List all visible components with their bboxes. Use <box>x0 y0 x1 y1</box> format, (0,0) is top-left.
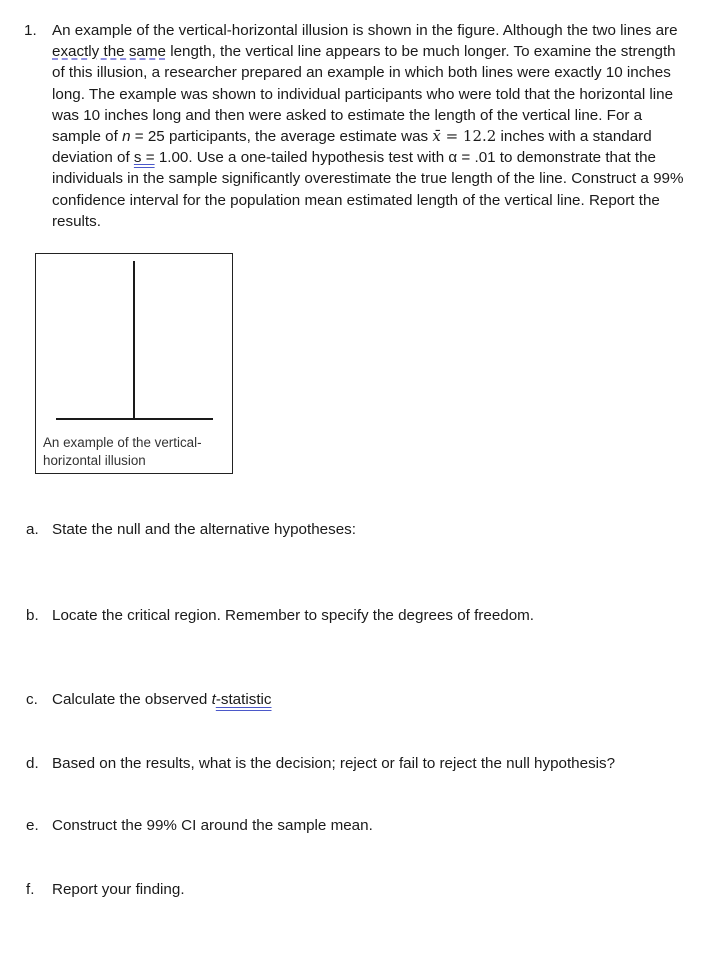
problem-text-part: 1.00. Use a one-tailed hypothesis test with α = .01 to demonstrate that the individuals in the sample significantly overestimate the true length of the line. Construct a 99% confidence interval for the population mean estimated length of the vertical line. Report the results. <box>52 149 684 230</box>
part-b <box>26 606 534 626</box>
part-a <box>26 520 356 540</box>
part-label: f. <box>26 881 35 898</box>
part-text: Calculate the observed <box>52 691 212 708</box>
part-label: a. <box>26 521 39 538</box>
variable-xbar: x̄ <box>432 127 441 146</box>
part-d <box>26 754 615 774</box>
spellcheck-underlined-phrase: exactly the same <box>52 43 166 61</box>
variable-t: t <box>211 691 216 708</box>
variable-s: s = <box>133 149 155 167</box>
vertical-line <box>133 261 135 420</box>
part-f <box>26 880 185 900</box>
part-e <box>26 816 373 836</box>
part-text: Report your finding. <box>52 881 185 898</box>
part-text: Locate the critical region. Remember to specify the degrees of freedom. <box>52 607 535 624</box>
part-text: Based on the results, what is the decision; reject or fail to reject the null hypothesis? <box>52 755 616 772</box>
part-label: b. <box>26 607 39 624</box>
part-text: Construct the 99% CI around the sample mean. <box>52 817 373 834</box>
horizontal-line <box>56 418 213 420</box>
problem-text-part: length, the vertical line appears to be much longer. To examine the strength of this illusion, a researcher prepared an example in which both lines were exactly 10 inches long. The example was shown to individual participants who were told that the horizontal line was 10 inches long and then were asked to estimate the length of the vertical line. For a sample of <box>52 43 676 146</box>
part-c <box>26 690 272 710</box>
part-label: c. <box>26 691 38 708</box>
figure-caption: An example of the vertical-horizontal illusion <box>43 435 202 468</box>
problem-text-part: = 25 participants, the average estimate was <box>130 128 433 146</box>
variable-n: n <box>122 128 131 146</box>
problem-text <box>52 20 684 232</box>
problem-text-part: An example of the vertical-horizontal illusion is shown in the figure. Although the two lines are <box>52 22 678 39</box>
part-text: State the null and the alternative hypotheses: <box>52 521 356 538</box>
underlined-term: -statistic <box>215 691 272 708</box>
part-label: e. <box>26 817 39 834</box>
part-label: d. <box>26 755 39 772</box>
problem-number: 1. <box>24 22 37 39</box>
problem-1 <box>24 20 684 232</box>
problem-text-part: inches with a standard deviation of <box>52 128 652 167</box>
illusion-figure <box>35 253 233 474</box>
mean-value: = 12.2 <box>440 127 497 146</box>
